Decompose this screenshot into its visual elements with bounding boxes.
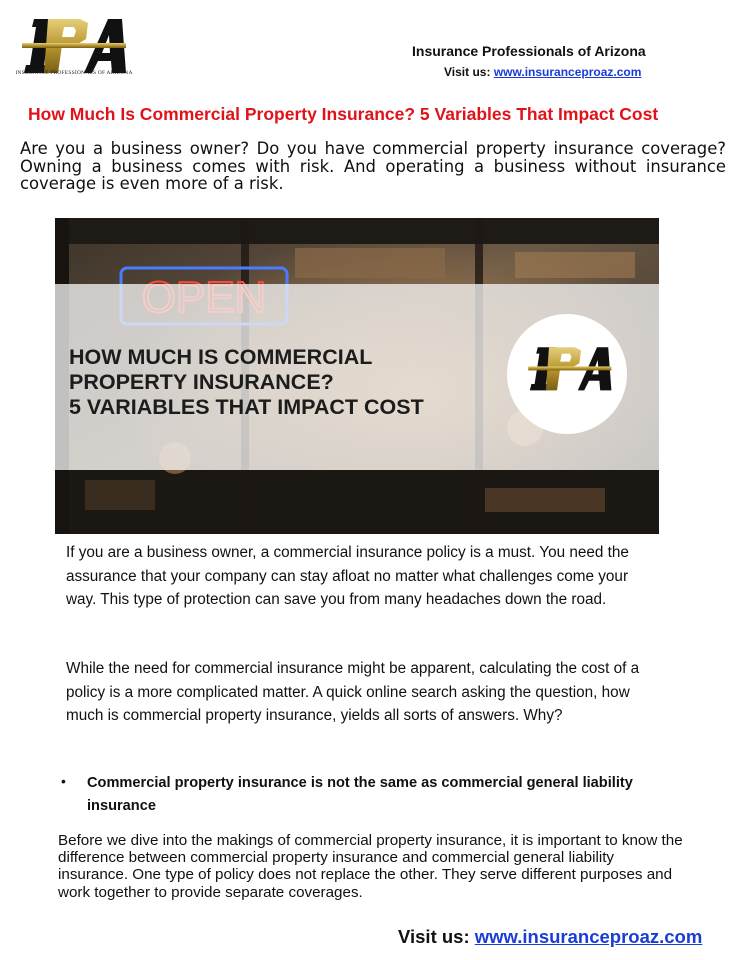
hero-title-line-2: PROPERTY INSURANCE? bbox=[69, 370, 334, 394]
hero-title-line-3: 5 VARIABLES THAT IMPACT COST bbox=[69, 395, 424, 419]
organization-name: Insurance Professionals of Arizona bbox=[412, 43, 646, 59]
footer-visit-label: Visit us: bbox=[398, 926, 470, 947]
header-visit-line bbox=[444, 65, 641, 79]
bullet-heading: Commercial property insurance is not the same as commercial general liability insurance bbox=[87, 775, 633, 814]
website-link[interactable]: www.insuranceproaz.com bbox=[493, 65, 642, 79]
footer-visit-line bbox=[398, 926, 702, 948]
footer-website-link[interactable]: www.insuranceproaz.com bbox=[474, 926, 703, 947]
body-paragraph-2: While the need for commercial insurance might be apparent, calculating the cost of a policy is a more complicated matter. A quick online search asking the question, how much is commercial property insurance, yields all sorts of answers. Why? bbox=[66, 660, 640, 724]
bullet-marker: • bbox=[61, 773, 66, 789]
body-paragraph-3: Before we dive into the makings of commercial property insurance, it is important to know the difference between commercial property insurance and commercial general liability insurance. One type of policy does not replace the other. They serve different purposes and work together to provide separate coverages. bbox=[58, 832, 683, 901]
visit-label: Visit us: bbox=[444, 65, 491, 79]
hero-ipa-logo-icon bbox=[507, 314, 627, 434]
logo-caption: INSURANCE PROFESSIONALS OF ARIZONA bbox=[15, 70, 133, 76]
body-paragraph-1: If you are a business owner, a commercial insurance policy is a must. You need the assurance that your company can stay afloat no matter what challenges come your way. This type of protection can save you from many headaches down the road. bbox=[66, 544, 629, 608]
hero-image bbox=[55, 218, 659, 534]
intro-paragraph: Are you a business owner? Do you have commercial property insurance coverage? Owning a business comes with risk. And operating a business without insurance coverage is even more of a risk. bbox=[20, 139, 726, 193]
hero-title-line-1: HOW MUCH IS COMMERCIAL bbox=[69, 345, 373, 369]
page-title: How Much Is Commercial Property Insurance? 5 Variables That Impact Cost bbox=[28, 104, 659, 124]
